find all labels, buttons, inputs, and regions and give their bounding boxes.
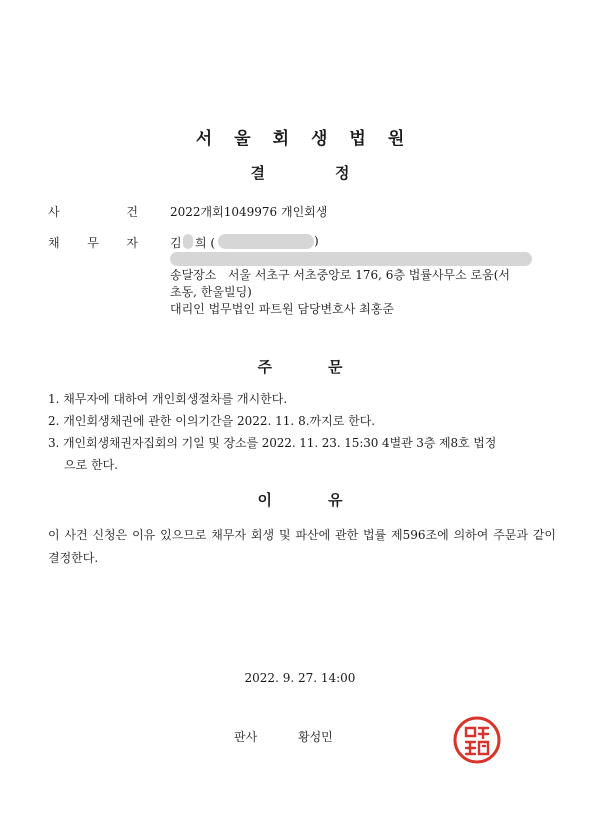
reason-text: 이 사건 신청은 이유 있으므로 채무자 회생 및 파산에 관한 법률 제596조에 의하여 주문과 같이 결정한다. bbox=[48, 528, 556, 565]
order-item-3-cont: 으로 한다. bbox=[64, 458, 118, 472]
reason-heading: 이유 bbox=[257, 491, 399, 509]
judge-name: 황성민 bbox=[298, 730, 333, 744]
service-address-line-2: 초동, 한울빌딩) bbox=[170, 285, 252, 299]
order-heading: 주문 bbox=[257, 358, 399, 376]
name-redaction bbox=[183, 234, 193, 249]
address-redaction bbox=[170, 252, 532, 266]
debtor-name-close: ) bbox=[314, 234, 319, 248]
service-label: 송달장소 bbox=[170, 268, 217, 282]
service-address: 서울 서초구 서초중앙로 176, 6층 법률사무소 로움(서 bbox=[227, 268, 510, 282]
id-redaction bbox=[218, 234, 314, 249]
court-name: 서울회생법원 bbox=[195, 129, 427, 149]
legal-agent: 대리인 법무법인 파트원 담당변호사 최홍준 bbox=[170, 302, 394, 316]
case-number: 2022개회1049976 개인회생 bbox=[170, 205, 328, 219]
order-item-3: 3. 개인회생채권자집회의 기일 및 장소를 2022. 11. 23. 15:30 4별관 3층 제8호 법정 bbox=[48, 436, 497, 450]
service-address-line-1 bbox=[170, 266, 510, 283]
debtor-label: 채 무 자 bbox=[48, 236, 138, 250]
case-label: 사 건 bbox=[48, 205, 138, 219]
order-item-1: 1. 채무자에 대하여 개인회생절차를 개시한다. bbox=[48, 392, 288, 406]
debtor-name-last: 희 ( bbox=[195, 236, 216, 250]
decision-heading: 결정 bbox=[250, 164, 420, 182]
court-seal-icon bbox=[452, 715, 502, 765]
order-item-2: 2. 개인회생채권에 관한 이의기간을 2022. 11. 8.까지로 한다. bbox=[48, 414, 376, 428]
debtor-name-first: 김 bbox=[170, 236, 182, 250]
judge-title: 판사 bbox=[234, 730, 258, 744]
decision-date: 2022. 9. 27. 14:00 bbox=[244, 671, 356, 685]
